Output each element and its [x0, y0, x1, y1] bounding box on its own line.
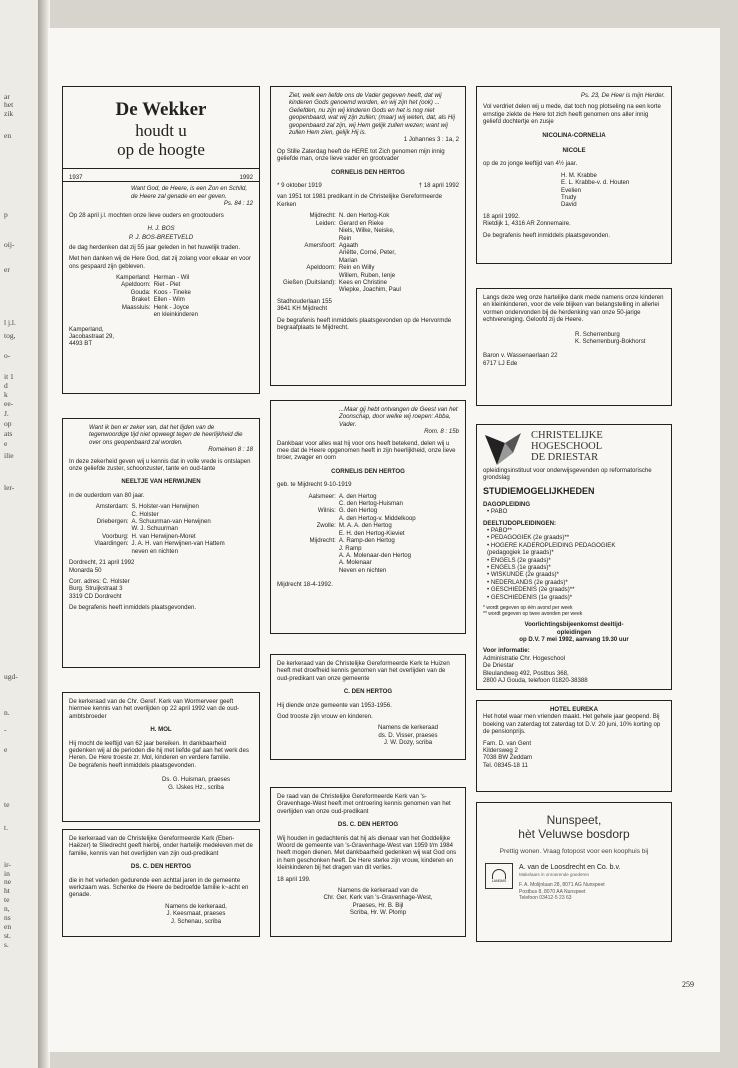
relative-place: Aalsmeer:	[308, 492, 336, 500]
relative-row	[69, 274, 253, 281]
hertog-relatives	[277, 212, 459, 293]
previous-page-fragment: en	[4, 922, 12, 931]
address-line: Jacobastraat 29,	[69, 332, 115, 340]
contact-line: 2800 AJ Gouda, telefoon 01820-38388	[483, 676, 588, 684]
page-number: 259	[682, 980, 694, 989]
krabbe-notice	[476, 86, 672, 264]
previous-page-fragment: te	[4, 895, 10, 904]
herwijnen-burial: De begrafenis heeft inmiddels plaatsgevonden.	[69, 604, 197, 612]
relative-names: Rein en Willy Willem, Ruben, Ienje	[338, 264, 396, 279]
hertog-died: † 18 april 1992	[418, 182, 459, 190]
signature-line: Praeses, Hr. B. Bijl	[352, 901, 404, 909]
scherrenburg-text: Langs deze weg onze hartelijke dank mede namens onze kinderen en kleinkinderen, voor de vele blijken van belangstelling in allerlei vormen ondervonden bij de herdenking van onze 50-jarige echtvereniging. Geloofd zij de Heere.	[483, 294, 664, 324]
signature-line: Chr. Ger. Kerk van 's-Gravenhage-West,	[323, 894, 433, 902]
sliedrecht-signature	[139, 903, 253, 925]
contact-line: Administratie Chr. Hogeschool	[483, 654, 565, 662]
relative-row	[69, 304, 253, 319]
driestar-dago-label: DAGOPLEIDING	[483, 500, 531, 508]
krabbe-nickname: NICOLE	[562, 147, 586, 155]
relative-place: Brakel:	[131, 296, 151, 304]
course-item: • ENGELS (1e graads)*	[487, 564, 551, 572]
huizen-signature	[357, 724, 459, 746]
previous-page-fragment: tog,	[4, 331, 16, 340]
bos-year-right: 1992	[239, 174, 253, 181]
driestar-logo-line2: HOGESCHOOL	[531, 441, 603, 452]
huizen-text1: Hij diende onze gemeente van 1953-1956.	[277, 701, 392, 709]
hertog-name: CORNELIS DEN HERTOG	[331, 168, 405, 176]
sliedrecht-notice	[62, 829, 260, 937]
sliedrecht-name: DS. C. DEN HERTOG	[130, 863, 192, 871]
nunspeet-ad	[476, 802, 672, 942]
relative-place: Vlaardingen:	[94, 540, 129, 548]
huizen-name: C. DEN HERTOG	[343, 688, 393, 696]
relative-names: Agaath Ariëtte, Corné, Peter, Marian	[338, 241, 396, 264]
previous-page-fragment: e	[4, 745, 8, 754]
address-line: Corr. adres: C. Holster	[69, 577, 130, 585]
relative-place: Gouda:	[130, 288, 151, 296]
relative-place: Mijdrecht:	[309, 537, 336, 545]
relative-names: M. A. A. den Hertog E. H. den Hertog-Kieviet	[338, 522, 405, 537]
eureka-name: HOTEL EUREKA	[550, 706, 598, 713]
herwijnen-relatives	[69, 503, 253, 555]
huizen-intro: De kerkeraad van de Christelijke Gereformeerde Kerk te Huizen heeft met droefheid kennis genomen van het overlijden van de oud-predikant van onze gemeente	[277, 660, 450, 682]
previous-page-fragment: ats	[4, 429, 13, 438]
previous-page-fragment: het	[4, 100, 14, 109]
driestar-logo-line1: CHRISTELIJKE	[531, 430, 603, 441]
date-line: Dordrecht, 21 april 1992	[69, 559, 135, 567]
previous-page-fragment: t.	[4, 823, 8, 832]
signature-line: J. Keesmaat, praeses	[166, 910, 226, 918]
herwijnen-date	[69, 559, 253, 574]
previous-page-fragment: e	[4, 439, 8, 448]
previous-page-fragment: ar	[4, 92, 10, 101]
mol-signature	[139, 776, 253, 791]
relative-names: J. A. H. van Herwijnen-van Hattem neven en nichten	[131, 540, 225, 555]
date-line: Monarda 50	[69, 566, 102, 574]
bos-text1: de dag herdenken dat zij 55 jaar geleden in het huwelijk traden.	[69, 243, 241, 251]
previous-page-fragment: J.	[4, 409, 9, 418]
wekker-line3: op de hoogte	[117, 140, 205, 159]
relative-names: Koos - Tineke	[153, 288, 191, 296]
mol-notice	[62, 692, 260, 822]
previous-page-fragment: n.	[4, 708, 10, 717]
nunspeet-company-row	[485, 863, 663, 902]
hertog-dates	[277, 182, 459, 189]
relative-names: G. den Hertog A. den Hertog-v. Middelkoop	[338, 507, 416, 522]
haag-notice	[270, 787, 466, 937]
hertog2-notice	[270, 400, 466, 634]
hertog-verse-ref: 1 Johannes 3 : 1a, 2	[403, 136, 459, 144]
relative-place: Zwolle:	[316, 522, 336, 530]
haag-signature	[297, 887, 459, 917]
course-item: • GESCHIEDENIS (1e graads)*	[487, 593, 573, 601]
relative-place: Maassluis:	[121, 303, 151, 311]
driestar-logo-text	[531, 430, 665, 463]
bos-name2: P. J. BOS-BREETVELD	[128, 234, 194, 242]
herwijnen-age: in de ouderdom van 80 jaar.	[69, 491, 145, 499]
makelaar-badge-icon	[485, 863, 513, 889]
address-line: Baron v. Wassenaerlaan 22	[483, 352, 558, 360]
course-item: • WISKUNDE (2e graads)*	[487, 571, 559, 579]
signature-line: ds. D. Visser, praeses	[378, 731, 438, 739]
driestar-logo-line3: DE DRIESTAR	[531, 452, 599, 463]
haag-name: DS. C. DEN HERTOG	[337, 821, 399, 829]
previous-page-fragment: n,	[4, 904, 10, 913]
bos-year-left: 1937	[69, 174, 83, 181]
signature-line: Namens de kerkeraad,	[165, 902, 227, 910]
haag-date: 18 april 199.	[277, 875, 311, 883]
previous-page-fragment: ilie	[4, 451, 14, 460]
address-line: Kildersweg 2	[483, 747, 518, 755]
nunspeet-text: Prettig wonen. Vraag fotopost voor een koophuis bij	[499, 848, 649, 855]
signature-line: R. Scherrenburg	[575, 330, 620, 338]
address-line: Telefoon 03412-5 23 63	[519, 895, 572, 901]
krabbe-name: NICOLINA-CORNELIA	[542, 131, 606, 139]
mol-burial: De begrafenis heeft inmiddels plaatsgevonden.	[69, 761, 197, 769]
address-line: F. A. Molijnlaan 28, 8071 AG Nunspeet	[519, 882, 605, 888]
sliedrecht-text: die in het verleden gedurende een achttal jaren in de gemeente werkzaam was. Schenke de Heere de bedroefde familie k~acht en genade.	[69, 876, 249, 899]
relative-place: Voorburg:	[102, 532, 129, 540]
hertog-career: van 1951 tot 1981 predikant in de Christelijke Gereformeerde Kerken	[277, 193, 442, 208]
previous-page-fragment: in	[4, 869, 10, 878]
scherrenburg-notice	[476, 288, 672, 406]
hertog-intro: Op Stille Zaterdag heeft de HERE tot Zich genomen mijn innig geliefde man, onze lieve vader en grootvader	[277, 147, 445, 163]
bos-address	[69, 326, 253, 348]
newspaper-page	[48, 28, 720, 1052]
signature-line: Scriba, Hr. W. Plomp	[349, 909, 407, 917]
herwijnen-verse-ref: Romeinen 8 : 18	[208, 446, 253, 454]
previous-page-fragment: o-	[4, 351, 11, 360]
wekker-line2: houdt u	[135, 121, 187, 140]
course-item: • GESCHIEDENIS (2e graads)**	[487, 586, 575, 594]
huizen-notice	[270, 654, 466, 760]
relative-names: N. den Hertog-Kok	[338, 212, 390, 220]
relative-names: Riet - Piet	[153, 281, 181, 289]
hertog2-verse-ref: Rom. 8 : 15b	[424, 428, 459, 436]
relative-place: Mijdrecht:	[309, 212, 336, 220]
family-name: H. M. Krabbe	[561, 171, 597, 179]
previous-page-fragment: op	[4, 419, 12, 428]
address-line: 4493 BT	[69, 340, 93, 348]
signature-line: G. IJskes Hz., scriba	[168, 783, 224, 791]
relative-row	[277, 507, 459, 522]
family-name: E. L. Krabbe-v. d. Houten	[561, 179, 630, 187]
driestar-dago-list	[487, 508, 665, 515]
wekker-title: De Wekker	[115, 99, 207, 120]
previous-page-fragment: zik	[4, 109, 14, 118]
driestar-contact	[483, 655, 665, 685]
relative-names: A. Schuurman-van Herwijnen W. J. Schuurman	[131, 518, 211, 533]
mol-intro: De kerkeraad van de Chr. Geref. Kerk van Wormerveer geeft hiermee kennis van het overlijden op 22 april 1992 van de oud-ambtsbroeder	[69, 698, 240, 720]
herwijnen-name: NEELTJE VAN HERWIJNEN	[121, 478, 201, 486]
address-line: 7038 BW Zeddam	[483, 754, 533, 762]
relative-place: Apeldoorn:	[306, 264, 336, 272]
hertog-notice	[270, 86, 466, 386]
previous-page-fragment: ugd-	[4, 672, 18, 681]
signature-line: K. Scherrenburg-Bokhorst	[575, 338, 646, 346]
course-item: • ENGELS (2e graads)*	[487, 556, 551, 564]
address-line: 6717 LJ Ede	[483, 359, 518, 367]
hertog2-relatives	[277, 493, 459, 574]
bos-notice	[62, 168, 260, 394]
relative-place: Gießen (Duitsland):	[283, 278, 336, 286]
makelaar-badge-text: LANDMS	[491, 878, 507, 883]
bos-name1: H. J. BOS	[147, 225, 175, 233]
signature-line: Namens de kerkeraad	[378, 724, 438, 732]
previous-page-fragment: ee-	[4, 399, 14, 408]
relative-place: Leiden:	[315, 219, 336, 227]
previous-page-fragment: en	[4, 131, 12, 140]
relative-row	[277, 242, 459, 264]
relative-row	[69, 289, 253, 296]
relative-row	[277, 279, 459, 294]
eureka-ad	[476, 700, 672, 792]
address-line: 3319 CD Dordrecht	[69, 592, 122, 600]
driestar-note2: ** wordt gegeven op twee avonden per week	[483, 611, 583, 618]
driestar-tagline: opleidingsinstituut voor onderwijsgevenden op reformatorische grondslag	[483, 467, 652, 482]
previous-page-fragment: oij-	[4, 240, 15, 249]
relative-row	[277, 537, 459, 574]
eureka-address	[483, 740, 665, 770]
relative-names: A. Ramp-den Hertog J. Ramp A. A. Molenaar-den Hertog A. Molenaar Neven en nichten	[338, 537, 412, 574]
previous-page-fragment: st.	[4, 931, 11, 940]
scherrenburg-names	[575, 331, 665, 346]
relative-row	[277, 220, 459, 242]
course-item: • HOGERE KADEROPLEIDING PEDAGOGIEK	[487, 541, 616, 549]
bos-intro: Op 28 april j.l. mochten onze lieve ouders en grootouders	[69, 211, 224, 219]
family-name: Trudy	[561, 194, 577, 202]
driestar-note1: * wordt gegeven op één avond per week	[483, 605, 573, 612]
hertog-burial: De begrafenis heeft inmiddels plaatsgevonden op de Hervormde begraafplaats te Mijdrecht.	[277, 316, 452, 331]
previous-page-fragment: er	[4, 265, 10, 274]
course-item: • NEDERLANDS (2e graads)*	[487, 578, 568, 586]
relative-row	[277, 493, 459, 508]
haag-text: Wij houden in gedachtenis dat hij als dienaar van het Goddelijke Woord de gemeente van 's-Gravenhage-West van 1959 t/m 1984 heeft mogen dienen. Met dankbaarheid gedenken wij wat God ons in hem geschonken heeft. De Here sterke zijn vrouw, kinderen en kleinkinderen bij het dragen van dit verlies.	[277, 834, 457, 872]
contact-line: De Driestar	[483, 662, 514, 670]
hertog2-date: Mijdrecht 18-4-1992.	[277, 581, 333, 589]
krabbe-family	[561, 172, 665, 209]
address-line: Kamperland,	[69, 325, 104, 333]
previous-page-fragment: ns	[4, 913, 11, 922]
previous-page-fragment: ler-	[4, 483, 15, 492]
herwijnen-verse: Want ik ben er zeker van, dat het lijden van de tegenwoordige tijd niet opweegt tegen de heerlijkheid die over ons geopenbaard zal worden.	[89, 424, 243, 446]
previous-page-fragment: d	[4, 381, 8, 390]
nunspeet-title2: hèt Veluwse bosdorp	[518, 827, 630, 841]
mol-name: H. MOL	[150, 726, 172, 734]
previous-page-fragment: l j.l.	[4, 318, 16, 327]
driestar-logo-icon	[483, 431, 523, 467]
krabbe-verse-ref: Ps. 23, De Heer is mijn Herder.	[580, 92, 665, 99]
address-line: Tel. 08345-18 11	[483, 761, 528, 769]
hertog2-intro: Dankbaar voor alles wat hij voor ons heeft betekend, delen wij u mee dat de Heere opgenomen heeft in zijn heerlijkheid, onze lieve broer, zwager en oom	[277, 439, 456, 462]
previous-page-fragment: ht	[4, 886, 10, 895]
nunspeet-company: A. van de Loosdrecht en Co. b.v.	[519, 864, 621, 871]
course-item: • PABO	[487, 508, 508, 516]
driestar-info-head2: opleidingen	[556, 628, 592, 636]
previous-page-fragment: s.	[4, 940, 9, 949]
huizen-text2: God trooste zijn vrouw en kinderen.	[277, 713, 373, 721]
driestar-info-label: Voor informatie:	[483, 647, 530, 655]
previous-page-fragment: ne	[4, 877, 12, 886]
relative-row	[277, 264, 459, 279]
relative-names: Ellen - Wim	[153, 296, 185, 304]
nunspeet-sub: Makelaars in onroerende goederen	[519, 872, 590, 877]
signature-line: Ds. G. Huisman, praeses	[161, 776, 231, 784]
relative-row	[69, 518, 253, 533]
krabbe-intro: Vol verdriet delen wij u mede, dat toch nog plotseling na een korte ernstige ziekte de Here tot zich heeft genomen ons aller innig geliefd dochtertje en zusje	[483, 103, 661, 126]
relative-names: S. Holster-van Herwijnen C. Holster	[131, 503, 199, 518]
driestar-info-head1: Voorlichtingsbijeenkomst deeltijd-	[524, 621, 624, 629]
krabbe-burial: De begrafenis heeft inmiddels plaatsgevonden.	[483, 231, 611, 239]
hertog-born: * 9 oktober 1919	[277, 182, 322, 190]
krabbe-age: op de zo jonge leeftijd van 4½ jaar.	[483, 160, 578, 168]
driestar-heading: STUDIEMOGELIJKHEDEN	[483, 485, 595, 496]
bos-years	[69, 174, 253, 181]
previous-page-fragment: p	[4, 210, 8, 219]
relative-place: Kamperland:	[116, 274, 151, 282]
relative-names: Kees en Christine Wiepke, Joachim, Paul	[338, 278, 401, 294]
driestar-deel-list	[487, 527, 665, 601]
course-item: • PABO**	[487, 527, 513, 535]
relative-names: Henk - Joyce en kleinkinderen	[153, 303, 199, 319]
relative-row	[69, 533, 253, 540]
relative-row	[69, 540, 253, 555]
hertog-address	[277, 298, 459, 313]
address-line: Burg. Struijkstraat 3	[69, 585, 123, 593]
haag-intro: De raad van de Christelijke Gereformeerde Kerk van 's-Gravenhage-West heeft met ontroering kennis genomen van het overlijden van onze oud-predikant	[277, 793, 451, 815]
relative-row	[69, 281, 253, 288]
relative-row	[277, 212, 459, 219]
address-line: Stadhouderlaan 155	[277, 297, 332, 305]
relative-place: Amsterdam:	[95, 503, 129, 511]
herwijnen-intro: In deze zekerheid geven wij u kennis dat in volle vrede is ontslapen onze geliefde zuster, schoonzuster, tante en oud-tante	[69, 457, 251, 473]
hertog-verse: Ziet, welk een liefde ons de Vader gegeven heeft, dat wij kinderen Gods genoemd worden, en wij zijn het (ook) ... Geliefden, nu zijn wij kinderen Gods en het is nog niet geopenbaard, wat wij zijn zullen; (maar) wij weten, dat, als Hij geopenbaard zal zijn, wij Hem gelijk zullen wezen; want wij zullen Hem zien, gelijk Hij is.	[289, 92, 455, 137]
contact-line: Bleulandweg 492, Postbus 368,	[483, 669, 569, 677]
bos-verse: Want God, de Heere, is een Zon en Schild, de Heere zal genade en eer geven.	[131, 185, 248, 200]
address-line: 3641 KH Mijdrecht	[277, 305, 328, 313]
relative-row	[277, 522, 459, 537]
herwijnen-notice	[62, 418, 260, 668]
family-name: Evelien	[561, 186, 581, 194]
driestar-deel-label: DEELTIJDOPLEIDINGEN:	[483, 519, 557, 527]
previous-page-fragment: -	[4, 725, 7, 734]
driestar-info-date: op D.V. 7 mei 1992, aanvang 19.30 uur	[519, 635, 629, 643]
mol-text: Hij mocht de leeftijd van 62 jaar bereiken. In dankbaarheid gedenken wij al de perioden die hij met liefde gaf aan het werk des Heren. De Here troeste zr. Mol, kinderen en verdere familie.	[69, 739, 249, 762]
relative-names: H. van Herwijnen-Moret	[131, 532, 196, 540]
relative-place: Apeldoorn:	[121, 281, 151, 289]
driestar-ad	[476, 424, 672, 690]
nunspeet-address	[519, 882, 620, 902]
relative-names: Herman - Wil	[153, 274, 190, 282]
address-line: Fam. D. van Gent	[483, 739, 532, 747]
course-item: (pedagogiek 1e graads)*	[487, 549, 554, 557]
hertog2-name: CORNELIS DEN HERTOG	[331, 467, 405, 475]
previous-page-fragment: it 1	[4, 372, 14, 381]
scherrenburg-address	[483, 352, 665, 367]
nunspeet-company-info	[519, 863, 620, 902]
eureka-text: Het hotel waar men vrienden maakt. Het gehele jaar geopend. Bij boeking van zaterdag tot zaterdag tot D.V. 20 juni, 10% korting op de pensionprijs.	[483, 713, 661, 736]
bos-text2: Met hen danken wij de Here God, dat zij zolang voor elkaar en voor ons gespaard zijn gebleven.	[69, 255, 251, 270]
nunspeet-title1: Nunspeet,	[546, 813, 602, 827]
krabbe-address: Rietdijk 1, 4316 AR Zonnemaire.	[483, 220, 571, 228]
bos-relatives	[69, 274, 253, 318]
relative-place: Driebergen:	[96, 518, 129, 526]
hertog2-born: geb. te Mijdrecht 9-10-1919	[277, 481, 352, 489]
herwijnen-corr-address	[69, 578, 253, 600]
bos-verse-ref: Ps. 84 : 12	[223, 200, 253, 208]
relative-row	[69, 503, 253, 518]
krabbe-date: 18 april 1992.	[483, 212, 520, 220]
relative-place: Amersfoort:	[304, 241, 336, 249]
sliedrecht-intro: De kerkeraad van de Christelijke Gereformeerde Kerk (Eben-Haëzer) te Sliedrecht geeft hierbij, onder hartelijk medeleven met de familie, kennis van het overlijden van zijn oud-predikant	[69, 835, 253, 857]
family-name: David	[561, 201, 577, 209]
signature-line: Namens de kerkeraad van de	[338, 887, 418, 895]
previous-page-fragment: te	[4, 800, 10, 809]
hertog2-verse: ...Maar gij hebt ontvangen de Geest van het Zoonschap, door welke wij roepen: Abba, Vader.	[339, 406, 458, 428]
signature-line: J. Schenau, scriba	[170, 917, 222, 925]
relative-names: A. den Hertog C. den Hertog-Huisman	[338, 492, 403, 508]
relative-row	[69, 296, 253, 303]
previous-page-fragment: ir-	[4, 860, 11, 869]
course-item: • PEDAGOGIEK (2e graads)**	[487, 534, 570, 542]
relative-names: Gerard en Rieke Niels, Wilke, Neiske, Rein	[338, 219, 395, 242]
previous-page-fragment: k	[4, 390, 8, 399]
signature-line: J. W. Dozy, scriba	[383, 739, 433, 747]
relative-place: Wilnis:	[317, 507, 336, 515]
address-line: Postbus 8, 8070 AA Nunspeet	[519, 888, 586, 895]
